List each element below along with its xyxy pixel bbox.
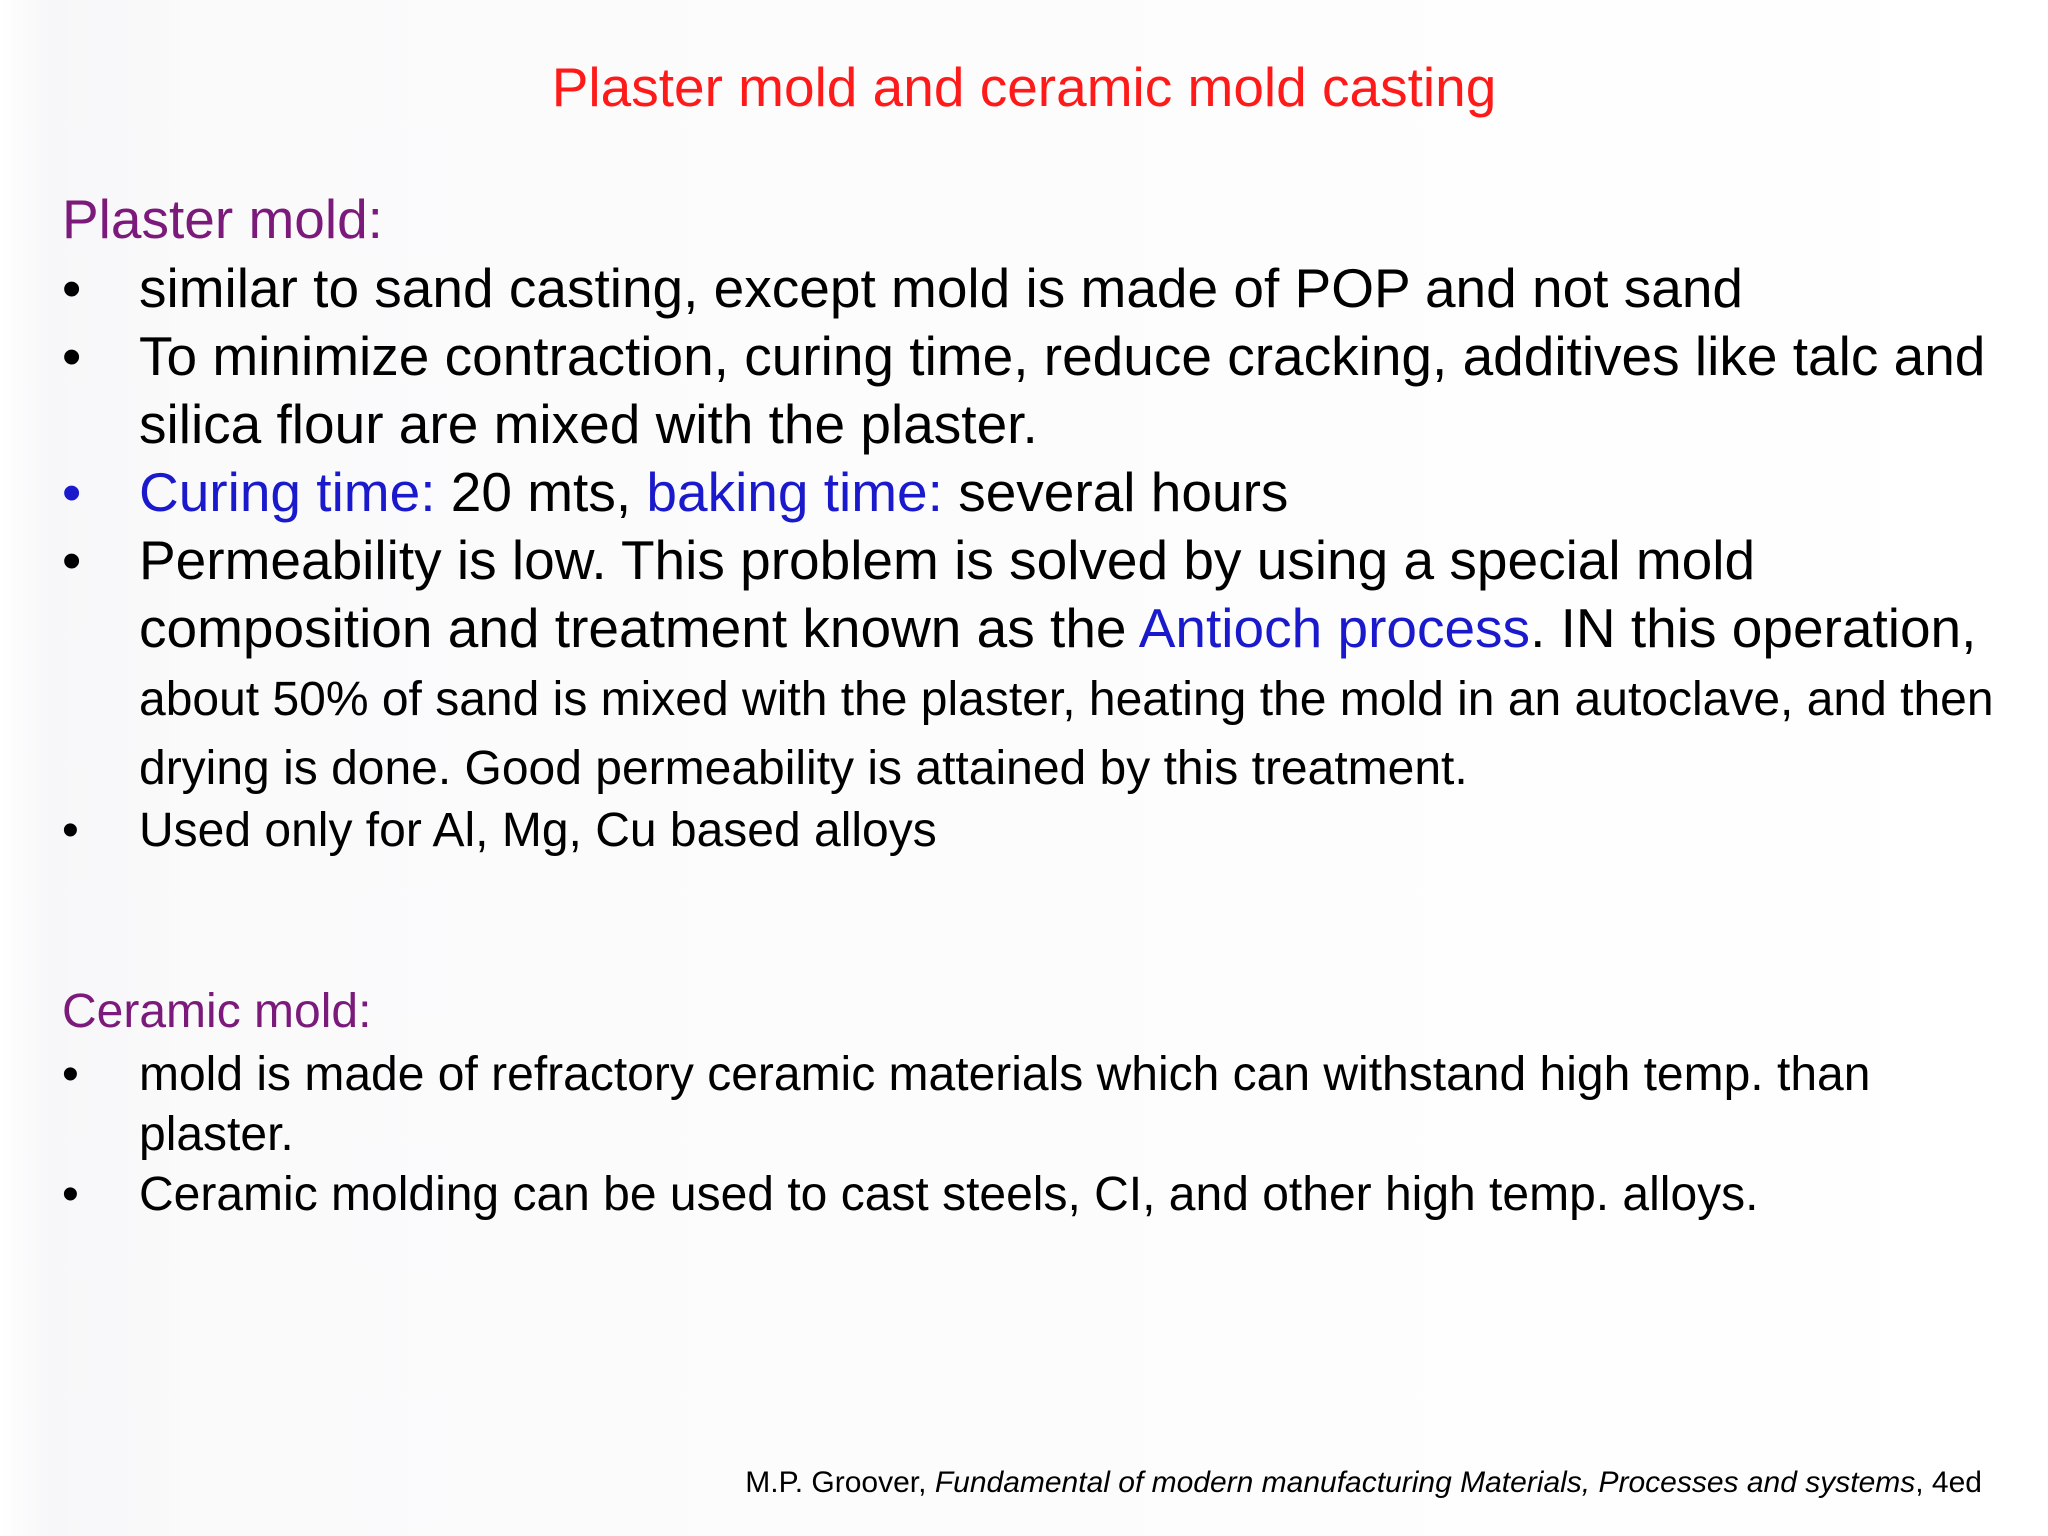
list-item xyxy=(0,800,2048,862)
bullet-text: mold is made of refractory ceramic materials which can withstand high temp. than plaster. xyxy=(139,1048,1871,1161)
bullet-dot: • xyxy=(62,461,82,523)
ceramic-mold-bullet-list xyxy=(0,1045,2048,1225)
bullet-dot: • xyxy=(62,529,82,591)
slide-title: Plaster mold and ceramic mold casting xyxy=(551,56,1497,118)
citation xyxy=(745,1463,1982,1503)
list-item xyxy=(0,1165,2048,1225)
bullet-text: To minimize contraction, curing time, reduce cracking, additives like talc and silica flour are mixed with the plaster. xyxy=(139,325,1986,455)
citation-author: M.P. Groover, xyxy=(745,1466,935,1499)
curing-time-label: Curing time: xyxy=(139,461,436,523)
citation-book-title: Fundamental of modern manufacturing Materials, Processes and systems xyxy=(934,1466,1916,1499)
bullet-text-part-a: Permeability is low. This problem is solved by using a special mold composition and treatment known as the xyxy=(139,529,1756,659)
bullet-dot: • xyxy=(62,257,82,319)
curing-time-value: 20 mts, xyxy=(435,461,647,523)
bullet-text: Used only for Al, Mg, Cu based alloys xyxy=(139,804,937,857)
baking-time-label: baking time: xyxy=(646,461,943,523)
bullet-dot: • xyxy=(62,1048,79,1101)
bullet-dot: • xyxy=(62,325,82,387)
plaster-mold-bullet-list xyxy=(0,254,2048,862)
list-item xyxy=(0,526,2048,800)
bullet-text-part-c: about 50% of sand is mixed with the plaster, heating the mold in an autoclave, and then drying is done. Good permeability is attained by this treatment. xyxy=(139,673,1994,795)
bullet-text: Ceramic molding can be used to cast steels, CI, and other high temp. alloys. xyxy=(139,1168,1759,1221)
baking-time-value: several hours xyxy=(942,461,1289,523)
bullet-text: similar to sand casting, except mold is made of POP and not sand xyxy=(139,257,1743,319)
plaster-mold-heading: Plaster mold: xyxy=(62,188,383,250)
citation-edition: , 4ed xyxy=(1915,1466,1982,1499)
bullet-dot: • xyxy=(62,1168,79,1221)
list-item xyxy=(0,322,2048,458)
list-item xyxy=(0,458,2048,526)
list-item xyxy=(0,254,2048,322)
bullet-text-part-b: . IN this operation, xyxy=(1530,597,1977,659)
antioch-process-term: Antioch process xyxy=(1138,597,1531,659)
list-item xyxy=(0,1045,2048,1165)
bullet-dot: • xyxy=(62,804,79,857)
ceramic-mold-heading: Ceramic mold: xyxy=(62,985,372,1038)
